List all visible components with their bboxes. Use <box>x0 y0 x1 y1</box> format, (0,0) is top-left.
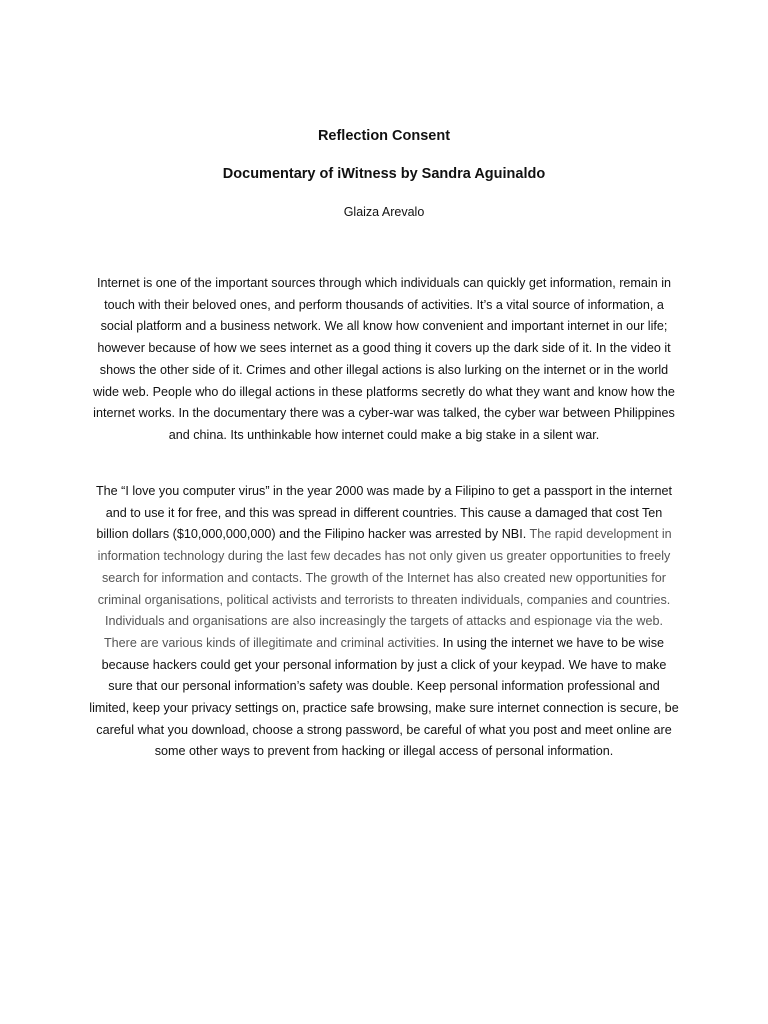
paragraph-1: Internet is one of the important sources through which individuals can quickly get information, remain in touch with their beloved ones, and perform thousands of activities. It’s a vital source of information, a social platform and a business network. We all know how convenient and important internet in our life; however because of how we sees internet as a good thing it covers up the dark side of it. In the video it shows the other side of it. Crimes and other illegal actions is also lurking on the internet or in the world wide web. People who do illegal actions in these platforms secretly do what they want and know how the internet works. In the documentary there was a cyber-war was talked, the cyber war between Philippines and china. Its unthinkable how internet could make a big stake in a silent war. <box>93 276 675 442</box>
paragraph-2-part-1: The “I love you computer virus” in the year 2000 was made by a Filipino to get a passport in the internet and to use it for free, and this was spread in different countries. This cause a damaged that cost Ten billion dollars ($10,000,000,000) and the Filipino hacker was arrested by NBI. <box>95 484 673 542</box>
paragraph-2-part-3: In using the internet we have to be wise because hackers could get your personal information by just a click of your keypad. We have to make sure that our personal information’s safety was double. Keep personal information professional and limited, keep your privacy settings on, practice safe browsing, make sure internet connection is secure, be careful what you download, choose a strong password, be careful of what you post and meet online are some other ways to prevent from hacking or illegal access of personal information. <box>89 635 679 759</box>
paragraph-2 <box>88 481 680 763</box>
author-name: Glaiza Arevalo <box>343 205 425 219</box>
document-title: Reflection Consent <box>317 128 451 144</box>
document-subtitle: Documentary of iWitness by Sandra Aguinaldo <box>222 166 546 182</box>
paragraph-2-part-2-quoted: The rapid development in information technology during the last few decades has not only given us greater opportunities to freely search for information and contacts. The growth of the Internet has also created new opportunities for criminal organisations, political activists and terrorists to threaten individuals, companies and countries. Individuals and organisations are also increasingly the targets of attacks and espionage via the web. There are various kinds of illegitimate and criminal activities. <box>97 527 672 650</box>
